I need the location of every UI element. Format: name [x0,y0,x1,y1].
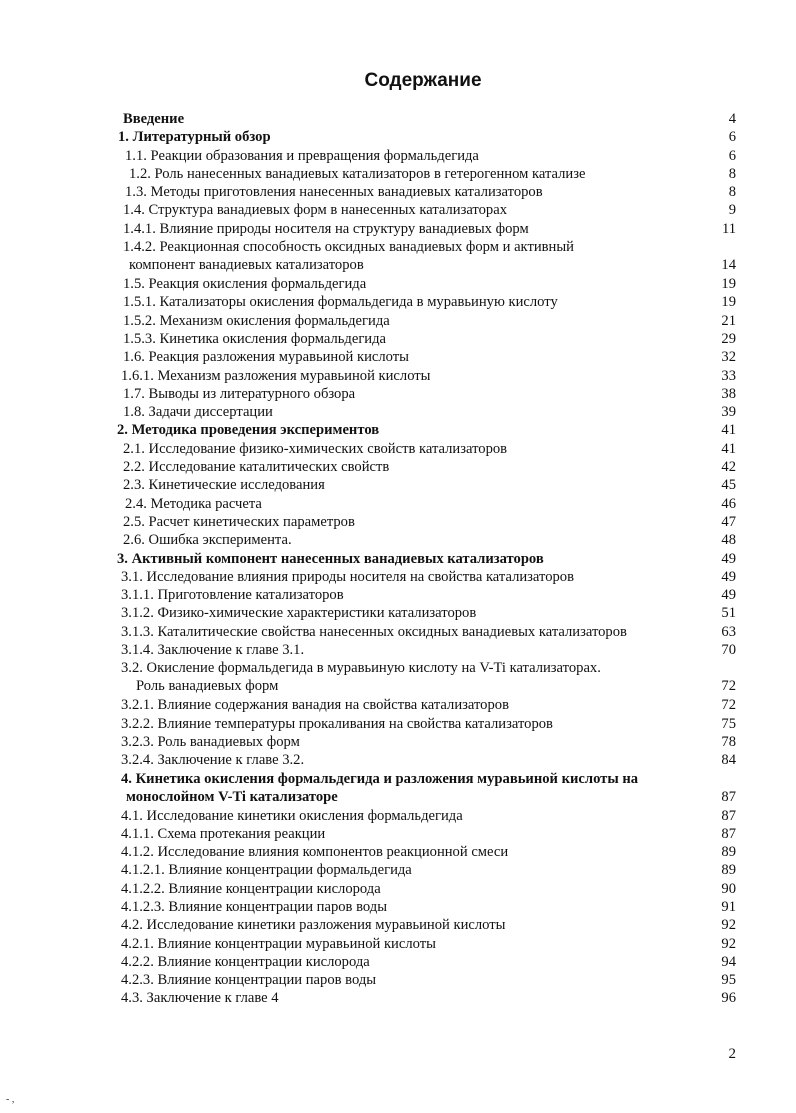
toc-entry-page: 91 [721,898,736,915]
toc-entry [0,513,796,531]
toc-entry [0,110,796,128]
toc-entry-text: 2.3. Кинетические исследования [123,477,325,494]
toc-entry-page: 19 [721,276,736,293]
toc-entry-page: 49 [721,550,736,567]
toc-entry-text: 4.1.1. Схема протекания реакции [121,825,326,842]
toc-entry [0,293,796,311]
toc-entry-page: 63 [721,623,736,640]
toc-entry-page: 21 [721,312,736,329]
toc-entry [0,825,796,843]
toc-entry-page: 29 [721,330,736,347]
toc-entry [0,770,796,807]
toc-entry [0,147,796,165]
toc-entry-page: 90 [721,880,736,897]
toc-entry-text: 4.2.2. Влияние концентрации кислорода [121,953,370,970]
toc-entry-text: 3.1.2. Физико-химические характеристики катализаторов [121,605,477,622]
toc-entry-page: 47 [721,513,736,530]
toc-entry [0,989,796,1007]
toc-entry [0,733,796,751]
toc-entry [0,715,796,733]
toc-entry-text: 1.6.1. Механизм разложения муравьиной кислоты [121,367,431,384]
toc-entry-text: 4.2. Исследование кинетики разложения муравьиной кислоты [121,917,506,934]
toc-entry-text: 1.1. Реакции образования и превращения формальдегида [125,147,479,164]
toc-entry-page: 45 [721,477,736,494]
toc-entry [0,275,796,293]
toc-entry-page: 87 [721,788,736,805]
toc-entry-text-continued: Роль ванадиевых форм [136,678,279,695]
toc-entry [0,312,796,330]
toc-entry [0,476,796,494]
toc-entry [0,531,796,549]
toc-entry [0,807,796,825]
toc-entry-text: 1.4.1. Влияние природы носителя на структуру ванадиевых форм [123,220,529,237]
toc-entry-page: 8 [728,165,736,182]
table-of-contents [0,110,796,1008]
toc-entry-page: 84 [721,752,736,769]
toc-entry-page: 51 [721,605,736,622]
toc-entry-text: 2. Методика проведения экспериментов [117,422,380,439]
toc-entry-text: 4.1.2. Исследование влияния компонентов реакционной смеси [121,844,509,861]
toc-entry [0,201,796,219]
toc-entry-text: 1.5.1. Катализаторы окисления формальдегида в муравьиную кислоту [123,294,558,311]
toc-entry-text: 4.3. Заключение к главе 4 [121,990,279,1007]
toc-entry-text: 4.1. Исследование кинетики окисления формальдегида [121,807,463,824]
toc-entry-page: 41 [721,422,736,439]
toc-entry-page: 70 [721,642,736,659]
toc-entry-text: 3. Активный компонент нанесенных ванадиевых катализаторов [117,550,544,567]
toc-entry [0,659,796,696]
toc-entry-text: 4. Кинетика окисления формальдегида и разложения муравьиной кислоты на [121,770,639,787]
toc-entry [0,385,796,403]
toc-entry [0,128,796,146]
toc-entry-text: 1.7. Выводы из литературного обзора [123,385,356,402]
toc-entry-text: 1.5.3. Кинетика окисления формальдегида [123,330,387,347]
page-title: Содержание [364,70,482,91]
toc-entry-text: 3.1. Исследование влияния природы носителя на свойства катализаторов [121,568,574,585]
toc-entry-page: 9 [728,202,736,219]
toc-entry-text: 4.2.3. Влияние концентрации паров воды [121,972,377,989]
toc-entry [0,641,796,659]
toc-entry-text: 4.1.2.3. Влияние концентрации паров воды [121,898,387,915]
toc-entry-text: 1.4. Структура ванадиевых форм в нанесенных катализаторах [123,202,507,219]
toc-entry-page: 6 [728,147,736,164]
toc-entry [0,751,796,769]
toc-entry-text: 1.3. Методы приготовления нанесенных ванадиевых катализаторов [125,184,543,201]
toc-entry-text: 1.4.2. Реакционная способность оксидных ванадиевых форм и активный [123,239,574,256]
toc-entry-page: 94 [721,953,736,970]
toc-entry [0,623,796,641]
toc-entry-text: 2.6. Ошибка эксперимента. [123,532,292,549]
toc-entry-page: 49 [721,587,736,604]
toc-entry-page: 39 [721,404,736,421]
toc-entry-page: 96 [721,990,736,1007]
toc-entry [0,330,796,348]
toc-entry [0,586,796,604]
toc-entry [0,568,796,586]
toc-entry-text-continued: монослойном V-Ti катализаторе [126,788,338,805]
toc-entry-text: 1.6. Реакция разложения муравьиной кислоты [123,349,409,366]
toc-entry-text: 4.2.1. Влияние концентрации муравьиной кислоты [121,935,436,952]
toc-entry [0,348,796,366]
toc-entry-text: 3.2.2. Влияние температуры прокаливания на свойства катализаторов [121,715,553,732]
toc-entry [0,238,796,275]
toc-entry-text: 3.1.3. Каталитические свойства нанесенных оксидных ванадиевых катализаторов [121,623,627,640]
toc-entry [0,953,796,971]
toc-entry-text-continued: компонент ванадиевых катализаторов [129,257,364,274]
toc-entry [0,971,796,989]
toc-entry-text: Введение [123,111,185,127]
toc-entry-text: 1.2. Роль нанесенных ванадиевых катализаторов в гетерогенном катализе [129,165,586,182]
toc-entry-page: 95 [721,972,736,989]
toc-entry-text: 1.8. Задачи диссертации [123,404,273,421]
toc-entry-text: 3.1.1. Приготовление катализаторов [121,587,344,604]
toc-entry-page: 92 [721,917,736,934]
toc-entry-page: 92 [721,935,736,952]
scan-mark: - , [6,1094,15,1105]
toc-entry [0,604,796,622]
toc-entry-text: 3.2. Окисление формальдегида в муравьиную кислоту на V-Ti катализаторах. [121,660,601,677]
toc-entry-page: 14 [721,257,736,274]
toc-entry [0,843,796,861]
toc-entry-page: 48 [721,532,736,549]
toc-entry [0,916,796,934]
page-number: 2 [728,1046,736,1062]
toc-entry-text: 3.2.4. Заключение к главе 3.2. [121,752,305,769]
toc-entry-page: 6 [728,129,736,146]
toc-entry-text: 2.4. Методика расчета [125,495,262,512]
toc-entry [0,165,796,183]
toc-entry [0,220,796,238]
toc-entry-text: 3.1.4. Заключение к главе 3.1. [121,642,305,659]
toc-entry-text: 2.5. Расчет кинетических параметров [123,513,355,530]
toc-entry-page: 42 [721,459,736,476]
toc-entry-page: 32 [721,349,736,366]
toc-entry-page: 8 [728,184,736,201]
toc-entry-text: 1.5. Реакция окисления формальдегида [123,276,367,293]
toc-entry [0,696,796,714]
toc-entry-text: 1. Литературный обзор [118,129,271,146]
toc-entry [0,880,796,898]
toc-entry [0,458,796,476]
toc-entry-text: 1.5.2. Механизм окисления формальдегида [123,312,390,329]
toc-entry-text: 2.2. Исследование каталитических свойств [123,459,390,476]
toc-entry [0,403,796,421]
toc-entry-page: 41 [721,440,736,457]
toc-entry-page: 19 [721,294,736,311]
toc-entry-page: 4 [728,111,736,127]
toc-entry-page: 87 [721,807,736,824]
toc-entry-page: 49 [721,568,736,585]
toc-entry-page: 89 [721,844,736,861]
toc-entry-page: 46 [721,495,736,512]
toc-entry-page: 33 [721,367,736,384]
toc-entry-page: 78 [721,733,736,750]
toc-entry-page: 87 [721,825,736,842]
toc-entry [0,550,796,568]
toc-entry [0,421,796,439]
toc-entry-text: 3.2.3. Роль ванадиевых форм [121,733,300,750]
toc-entry [0,861,796,879]
toc-entry-page: 72 [721,678,736,695]
toc-entry [0,898,796,916]
toc-entry-page: 38 [721,385,736,402]
toc-entry-text: 4.1.2.2. Влияние концентрации кислорода [121,880,381,897]
toc-entry-page: 11 [721,220,736,237]
toc-entry-page: 89 [721,862,736,879]
toc-entry [0,440,796,458]
toc-entry-page: 75 [721,715,736,732]
toc-entry [0,183,796,201]
toc-entry [0,935,796,953]
toc-entry-text: 2.1. Исследование физико-химических свойств катализаторов [123,440,508,457]
toc-entry [0,367,796,385]
toc-entry-text: 4.1.2.1. Влияние концентрации формальдегида [121,862,412,879]
toc-entry [0,495,796,513]
toc-entry-text: 3.2.1. Влияние содержания ванадия на свойства катализаторов [121,697,509,714]
toc-entry-page: 72 [721,697,736,714]
